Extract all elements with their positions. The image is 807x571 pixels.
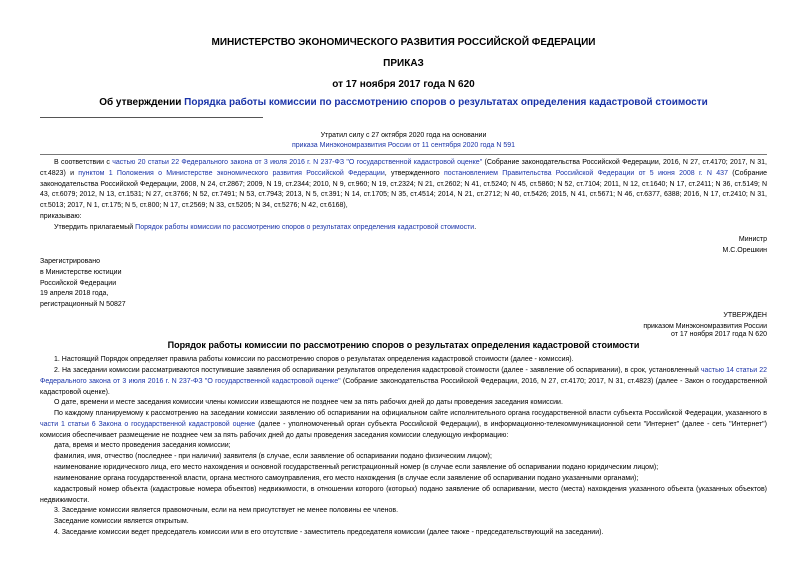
text-run: В соответствии с xyxy=(54,159,113,166)
info-item-cadastral: кадастровый номер объекта (кадастровые номера объектов) недвижимости, в отношении которого (которых) подано заявление об оспаривании, место (места) нахождения указанного объекта (указанных объектов) недвижимости. xyxy=(40,486,767,504)
procedure-title: Порядок работы комиссии по рассмотрению споров о результатах определения кадастровой стоимости xyxy=(167,340,640,350)
document-type: ПРИКАЗ xyxy=(383,58,424,69)
signatory-name: М.С.Орешкин xyxy=(722,246,767,254)
law-part-14-link[interactable]: частью 14 статьи 22 Федерального закона от 3 июля 2016 г. N 237-ФЗ "О государственной кадастровой оценке" xyxy=(40,367,768,385)
procedure-paragraph-2 xyxy=(40,366,767,398)
preamble-paragraph xyxy=(40,158,767,212)
registration-line: в Министерстве юстиции xyxy=(40,268,122,276)
government-decree-link[interactable]: постановлением Правительства Российской Федерации от 5 июня 2008 г. N 437 xyxy=(444,169,728,177)
info-item-date: дата, время и место проведения заседания комиссии; xyxy=(54,442,231,449)
registration-line: регистрационный N 50827 xyxy=(40,301,126,309)
text-run: (далее - уполномоченный орган субъекта Российской Федерации), в информационно-телекоммуникационной сети "Интернет" (далее - сеть "Интернет") комиссия обеспечивает размещение не позднее чем за пять рабочих дней до даты проведения заседания комиссии следующую информацию: xyxy=(40,420,767,439)
divider xyxy=(40,117,263,118)
approved-procedure-link[interactable]: Порядок работы комиссии по рассмотрению споров о результатах определения кадастровой стоимости xyxy=(135,224,475,231)
law-237-link[interactable]: частью 20 статьи 22 Федерального закона от 3 июля 2016 г. N 237-ФЗ "О государственной кадастровой оценке" xyxy=(112,159,483,166)
info-item-authority: наименование органа государственной власти, органа местного самоуправления, его место нахождения (в случае если заявление об оспаривании подано указанными органами); xyxy=(54,475,639,482)
text-run: (Собрание законодательства Российской Федерации, 2008, N 24, ст.2867; 2009, N 19, ст.2344; 2010, N 9, ст.960; N 19, ст.2324; N 21, ст.2602; N 41, ст.5240; N 45, ст.5860; N 52, ст.7104; 2011, N 12, ст.1640; N 17, ст.2411; N 36, ст.5149; N 43, ст.6079; 2012, N 13, ст.1531; N 27, ст.3766; N 52, ст.7491; N 53, ст.7943; 2013, N 5, ст.391; N 14, ст.1705; N 35, ст.4514; 2014, N 21, ст.2712; N 40, ст.5426; 2015, N 41, ст.5671; N 46, ст.6377, 6388; 2016, N 17, ст.2410; N 31, ст.5013; 2017, N 1, ст.175; N 5, ст.800; N 17, ст.2569; N 33, ст.5205; N 34, ст.5276; N 42, ст.6168), xyxy=(40,169,768,210)
procedure-link[interactable]: Порядка работы комиссии по рассмотрению споров о результатах определения кадастровой стоимости xyxy=(184,97,708,108)
divider xyxy=(40,154,767,155)
title-prefix: Об утверждении xyxy=(99,97,185,108)
text-run: . xyxy=(474,224,477,231)
document-date-number: от 17 ноября 2017 года N 620 xyxy=(332,79,475,90)
procedure-paragraph-3: О дате, времени и месте заседания комиссии члены комиссии извещаются не позднее чем за пять рабочих дней до даты проведения заседания комиссии. xyxy=(54,399,563,406)
procedure-paragraph-4 xyxy=(40,409,767,441)
signature-block xyxy=(723,235,767,257)
regulation-link[interactable]: пунктом 1 Положения о Министерстве экономического развития Российской Федерации xyxy=(78,169,385,177)
registration-line: Российской Федерации xyxy=(40,279,117,287)
approval-line: УТВЕРЖДЕН xyxy=(723,312,767,319)
signatory-position: Министр xyxy=(738,236,767,243)
text-run: Утвердить прилагаемый xyxy=(54,224,136,231)
procedure-paragraph-quorum: 3. Заседание комиссии является правомочным, если на нем присутствует не менее половины ее членов. xyxy=(54,507,399,514)
orders-word: приказываю: xyxy=(40,213,82,220)
text-run: (Собрание законодательства Российской Федерации, 2016, N 27, ст.4170; 2017, N 31, ст.4823) и xyxy=(40,159,767,177)
ministry-heading: МИНИСТЕРСТВО ЭКОНОМИЧЕСКОГО РАЗВИТИЯ РОССИЙСКОЙ ФЕДЕРАЦИИ xyxy=(211,37,596,48)
registration-line: 19 апреля 2018 года, xyxy=(40,290,109,298)
text-run: , утвержденного xyxy=(384,169,445,177)
text-run: По каждому планируемому к рассмотрению на заседании комиссии заявлению об оспаривании на официальном сайте исполнительного органа государственной власти субъекта Российской Федерации, указанного в xyxy=(54,410,767,417)
registration-block xyxy=(40,257,126,311)
law-part-1-link[interactable]: части 1 статьи 6 Закона о государственной кадастровой оценке xyxy=(40,420,256,428)
repealing-order-link[interactable]: приказа Минэкономразвития России от 11 сентября 2020 года N 591 xyxy=(291,142,516,149)
info-item-person: фамилия, имя, отчество (последнее - при наличии) заявителя (в случае, если заявление об оспаривании подано физическим лицом); xyxy=(54,453,492,460)
info-item-legal-entity: наименование юридического лица, его место нахождения и основной государственный регистрационный номер (в случае если заявление об оспаривании подано юридическим лицом); xyxy=(54,464,659,471)
procedure-paragraph-chair: 4. Заседание комиссии ведет председатель комиссии или в его отсутствие - заместитель председателя комиссии (далее также - председательствующий на заседании). xyxy=(54,529,604,536)
procedure-paragraph-1: 1. Настоящий Порядок определяет правила работы комиссии по рассмотрению споров о результатах определения кадастровой стоимости (далее - комиссия). xyxy=(54,356,574,363)
text-run: (Собрание законодательства Российской Федерации, 2016, N 27, ст.4170; 2017, N 31, ст.4823) (далее - Закон о государственной кадастровой оценке). xyxy=(40,377,767,396)
repeal-note: Утратил силу с 27 октября 2020 года на основании xyxy=(320,132,487,139)
approval-date-line: от 17 ноября 2017 года N 620 xyxy=(671,331,767,338)
registration-line: Зарегистрировано xyxy=(40,258,100,265)
approve-paragraph xyxy=(40,223,767,234)
repeal-note-link-line xyxy=(0,142,807,149)
document-title xyxy=(0,97,807,108)
approval-line: приказом Минэкономразвития России xyxy=(643,322,767,330)
text-run: 2. На заседании комиссии рассматриваются поступившие заявления об оспаривании результатов определения кадастровой стоимости (далее - заявление об оспаривании), в срок, установленный xyxy=(54,367,701,374)
procedure-paragraph-open: Заседание комиссии является открытым. xyxy=(54,518,189,525)
